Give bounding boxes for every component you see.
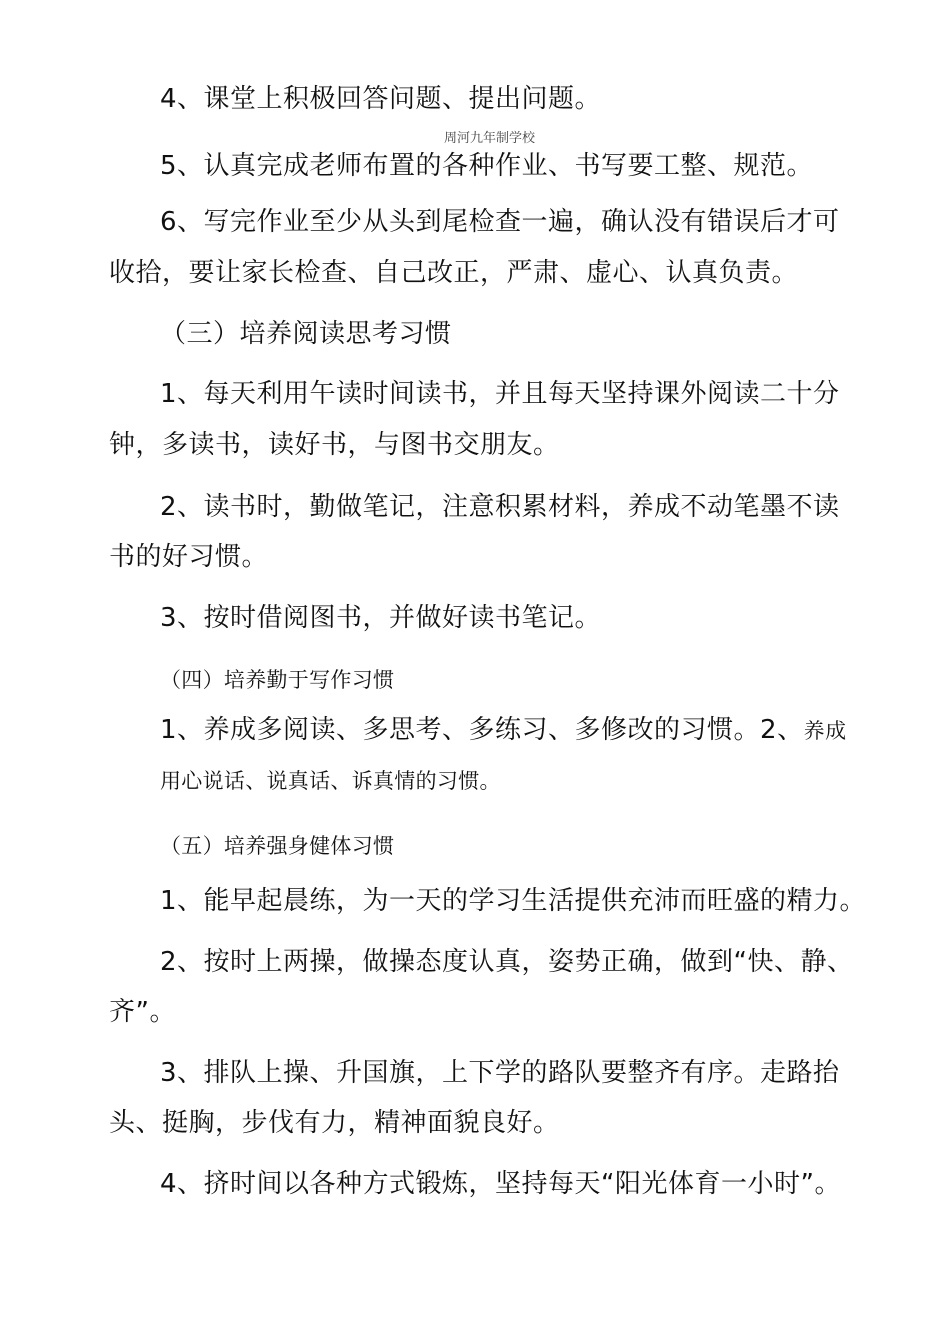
fitness-item-2-cont: 齐”。 <box>109 997 176 1027</box>
reading-item-3: 3、按时借阅图书，并做好读书笔记。 <box>160 603 602 633</box>
fitness-item-2: 2、按时上两操，做操态度认真，姿势正确，做到“快、静、 <box>160 947 854 977</box>
reading-item-1-cont: 钟，多读书，读好书，与图书交朋友。 <box>109 430 560 460</box>
fitness-item-1: 1、能早起晨练，为一天的学习生活提供充沛而旺盛的精力。 <box>160 886 867 916</box>
reading-item-2: 2、读书时，勤做笔记，注意积累材料，养成不动笔墨不读 <box>160 492 840 522</box>
reading-item-2-cont: 书的好习惯。 <box>109 542 269 572</box>
writing-item-1-text: 1、养成多阅读、多思考、多练习、多修改的习惯。2、 <box>160 715 804 745</box>
writing-item-2-start: 养成 <box>803 719 847 743</box>
writing-item-2-cont: 用心说话、说真话、诉真情的习惯。 <box>160 769 501 793</box>
section-heading-writing: （四）培养勤于写作习惯 <box>160 668 395 692</box>
reading-item-1: 1、每天利用午读时间读书，并且每天坚持课外阅读二十分 <box>160 379 840 409</box>
fitness-item-4: 4、挤时间以各种方式锻炼，坚持每天“阳光体育一小时”。 <box>160 1169 841 1199</box>
section-heading-reading: （三）培养阅读思考习惯 <box>160 319 452 349</box>
item-4-answer-questions: 4、课堂上积极回答问题、提出问题。 <box>160 84 602 114</box>
item-6-check-homework-cont: 收拾，要让家长检查、自己改正，严肃、虚心、认真负责。 <box>109 258 799 288</box>
school-watermark: 周河九年制学校 <box>444 131 536 146</box>
fitness-item-3-cont: 头、挺胸，步伐有力，精神面貌良好。 <box>109 1108 560 1138</box>
writing-item-1 <box>160 713 847 748</box>
item-5-homework: 5、认真完成老师布置的各种作业、书写要工整、规范。 <box>160 151 814 181</box>
section-heading-fitness: （五）培养强身健体习惯 <box>160 834 395 858</box>
item-6-check-homework: 6、写完作业至少从头到尾检查一遍，确认没有错误后才可 <box>160 207 840 237</box>
fitness-item-3: 3、排队上操、升国旗，上下学的路队要整齐有序。走路抬 <box>160 1058 840 1088</box>
